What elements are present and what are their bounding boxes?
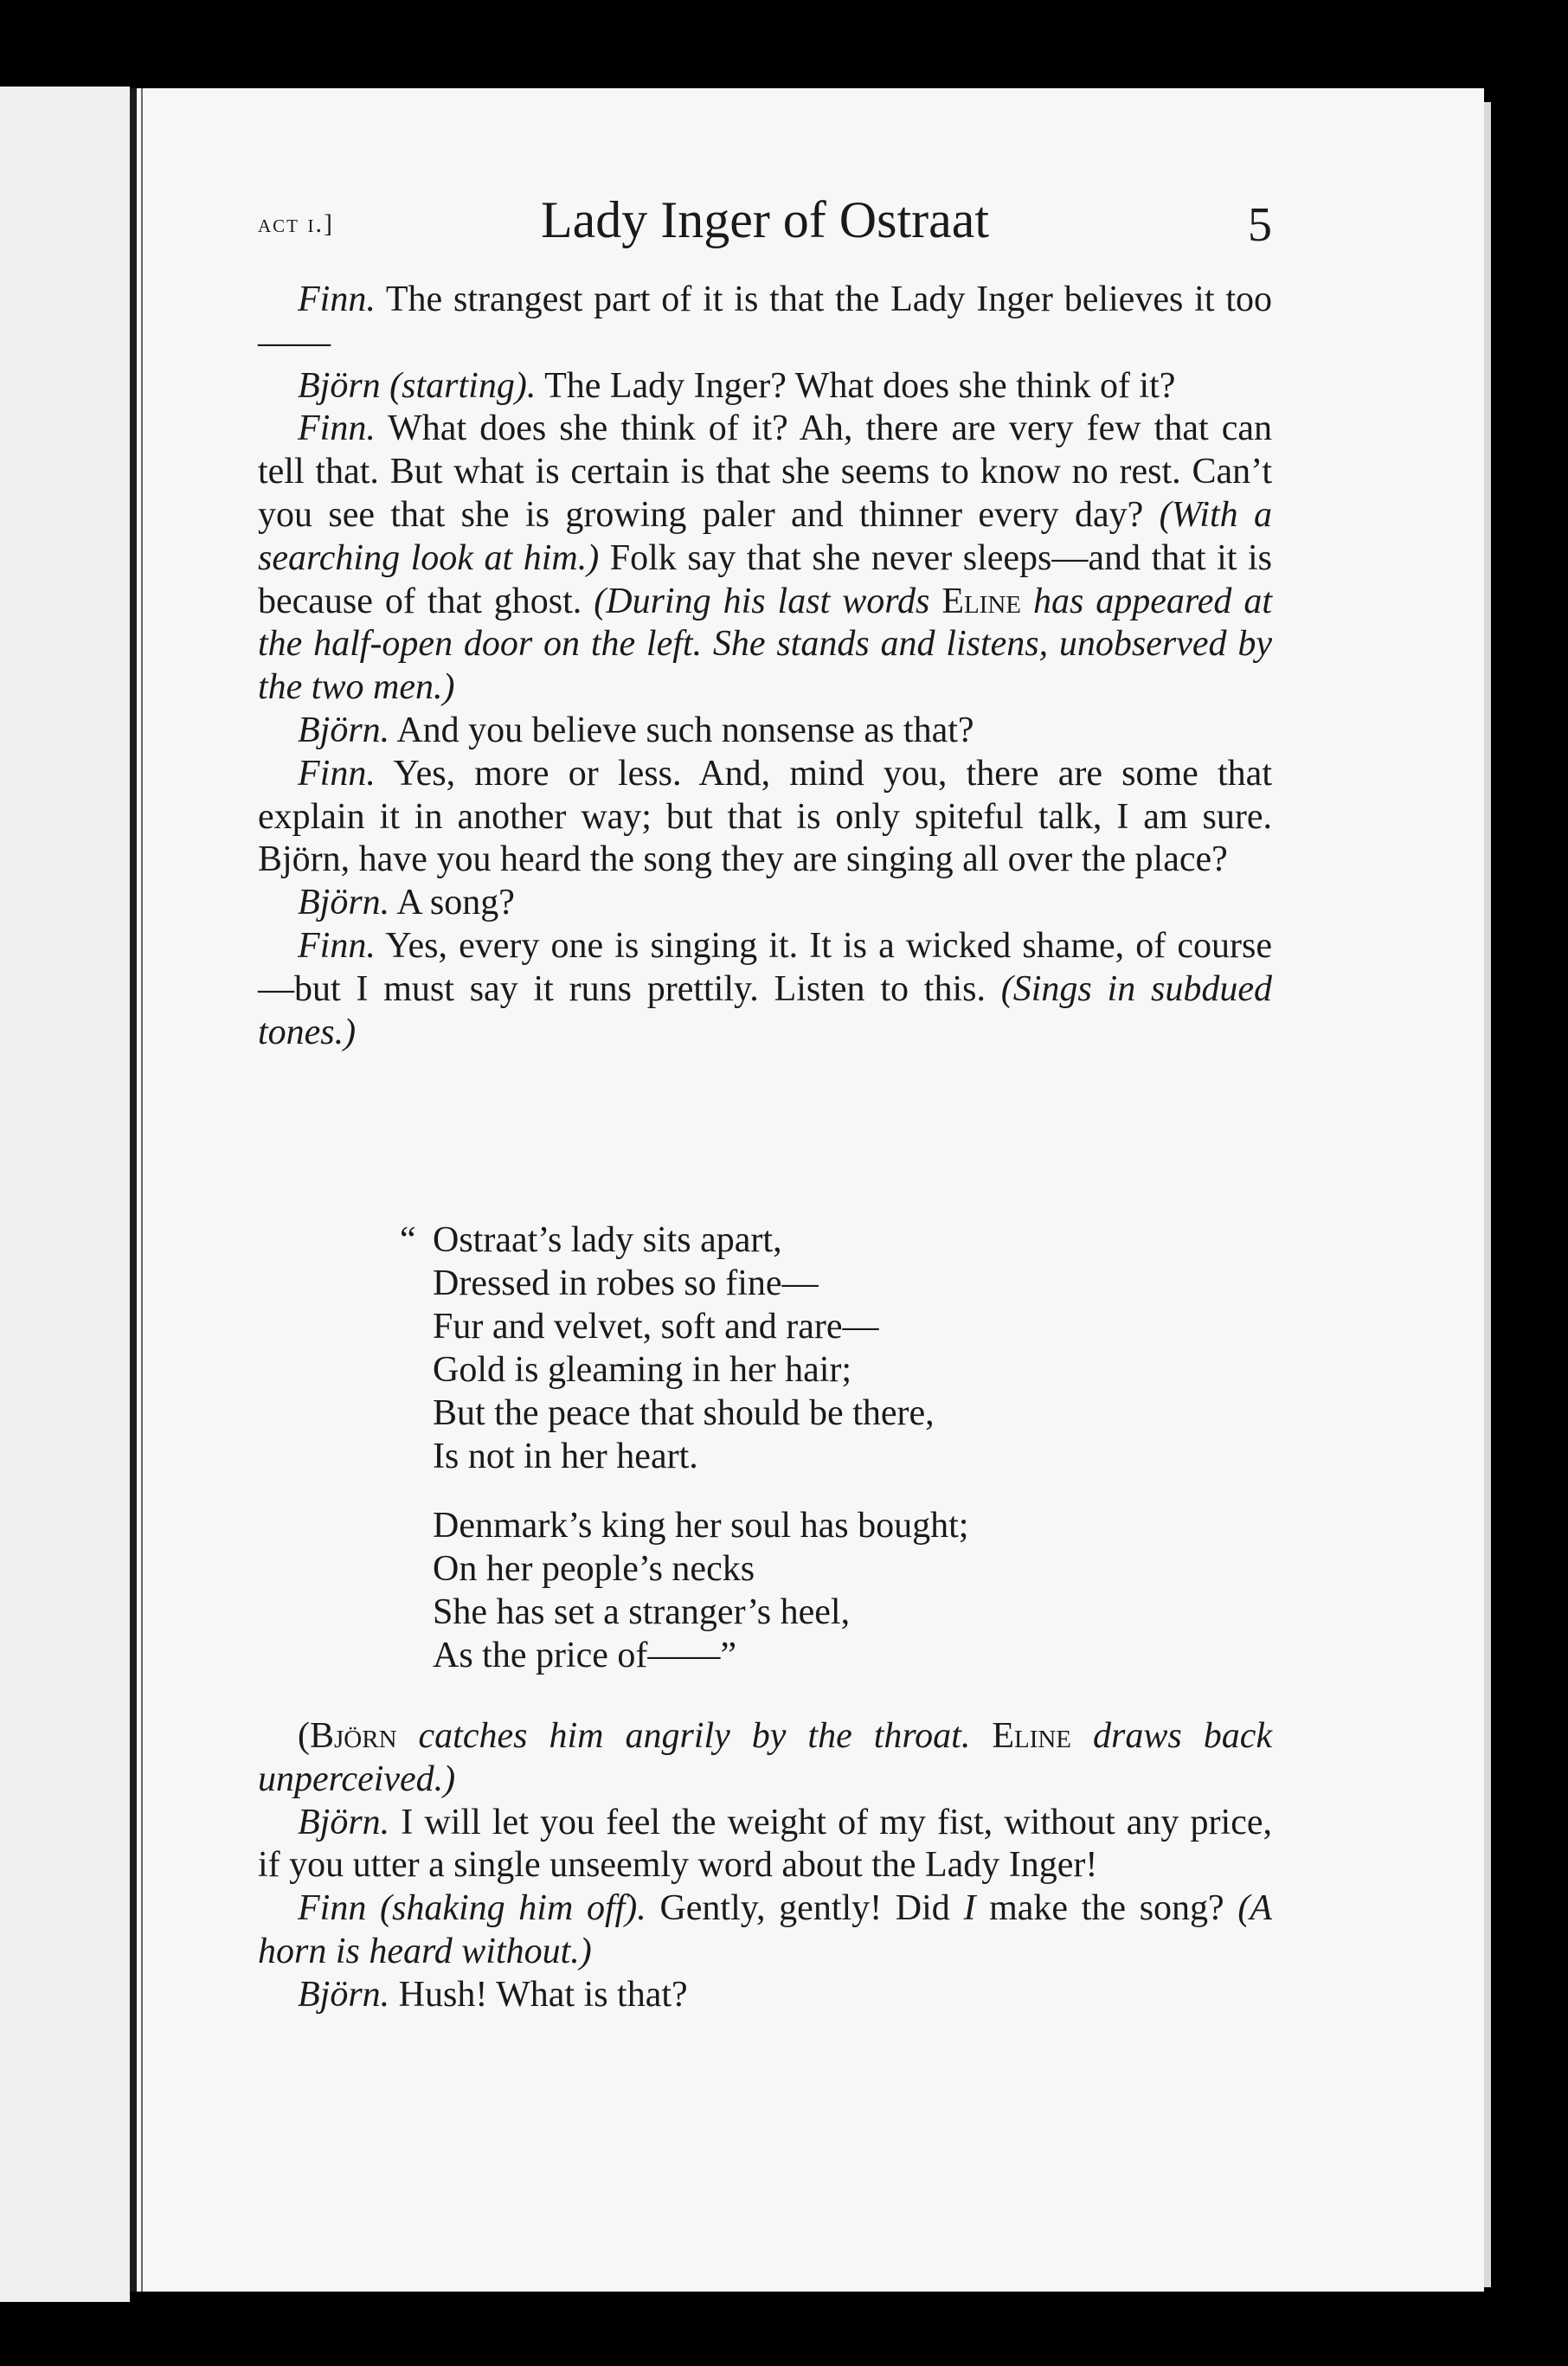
paragraph (258, 1715, 1272, 1802)
stage-direction: (shaking him off). (366, 1888, 646, 1929)
dialogue-block-2 (258, 1715, 1272, 2017)
page-gutter (130, 88, 137, 2292)
stage-direction: (A horn is heard without.) (258, 1888, 1273, 1971)
stage-direction: ( (298, 1716, 310, 1756)
verse-line: On her people’s necks (433, 1549, 755, 1589)
speaker: Björn. (298, 883, 390, 923)
paragraph (258, 408, 1272, 710)
paragraph (258, 882, 1272, 925)
speech: Yes, more or less. And, mind you, there are some that explain it in another way; but that is only spiteful talk, I am sure. Björn, have you heard the song they are singing all over the place? (258, 753, 1272, 880)
speaker: Finn. (298, 925, 376, 966)
running-header (258, 190, 1272, 260)
adjacent-page-edge (0, 87, 130, 2302)
speech: I will let you feel the weight of my fist, without any price, if you utter a single unseemly word about the Lady Inger! (258, 1802, 1272, 1886)
song-stanza-2 (433, 1504, 1211, 1677)
verse-line: She has set a stranger’s heel, (433, 1592, 851, 1632)
verse-line: Fur and velvet, soft and rare— (433, 1307, 879, 1347)
paragraph (258, 1802, 1272, 1888)
stage-direction: has appeared at the half-open door on the left. She stands and listens, unobserved by the two men.) (258, 581, 1272, 708)
verse-line: Is not in her heart. (433, 1437, 698, 1476)
act-label: act i.] (258, 209, 334, 238)
stage-direction: (starting). (380, 365, 537, 406)
paragraph (258, 279, 1272, 365)
page-edge (1484, 102, 1491, 2287)
speaker: Finn (298, 1888, 367, 1929)
character-name: Eline (992, 1716, 1072, 1756)
speaker: Finn. (298, 280, 376, 319)
paragraph (258, 753, 1272, 882)
speaker: Björn. (298, 1974, 390, 2015)
speech: Gently, gently! Did (646, 1888, 964, 1929)
verse-line: Ostraat’s lady sits apart, (433, 1220, 782, 1260)
page-title: Lady Inger of Ostraat (540, 191, 990, 248)
speech: And you believe such nonsense as that? (389, 710, 974, 750)
speaker: Björn. (298, 1802, 390, 1842)
emphasis: I (963, 1888, 976, 1929)
verse-line: Denmark’s king her soul has bought; (433, 1506, 969, 1546)
paragraph (258, 365, 1272, 408)
speech: Hush! What is that? (389, 1974, 688, 2015)
stage-direction: (Sings in subdued tones.) (258, 968, 1272, 1052)
speech: Yes, every one is singing it. It is a wicked shame, of course—but I must say it runs prettily. Listen to this. (258, 925, 1272, 1009)
stage-direction: (During his last words (594, 581, 942, 621)
speaker: Finn. (298, 753, 376, 794)
speech: Folk say that she never sleeps—and that it is because of that ghost. (258, 537, 1272, 621)
song-stanza-1 (400, 1218, 1211, 1478)
verse-line: Dressed in robes so fine— (433, 1263, 819, 1303)
speech: The Lady Inger? What does she think of it? (536, 365, 1176, 406)
speech: The strangest part of it is that the Lady Inger believes it too—— (258, 280, 1272, 363)
verse-line: Gold is gleaming in her hair; (433, 1350, 852, 1390)
page-gutter-line (141, 88, 143, 2292)
paragraph (258, 925, 1272, 1054)
dialogue-block (258, 279, 1272, 1054)
open-quote: “ (400, 1220, 416, 1260)
page-number: 5 (1248, 198, 1272, 252)
character-name: Björn (310, 1716, 397, 1756)
stage-direction: (With a searching look at him.) (258, 494, 1272, 578)
speaker: Finn. (298, 408, 376, 449)
verse-line: But the peace that should be there, (433, 1393, 935, 1433)
character-name: Eline (941, 581, 1021, 621)
speech: A song? (389, 883, 515, 923)
stage-direction: catches him angrily by the throat. (396, 1716, 993, 1756)
speaker: Björn. (298, 710, 390, 750)
paragraph (258, 710, 1272, 753)
speaker: Björn (298, 365, 381, 406)
speech: What does she think of it? Ah, there are very few that can tell that. But what is certain is that she seems to know no rest. Can’t you see that she is growing paler and thinner every day? (258, 408, 1272, 535)
paragraph (258, 1887, 1272, 1974)
paragraph (258, 1974, 1272, 2017)
speech: make the song? (975, 1888, 1238, 1929)
stage-direction: draws back unperceived.) (258, 1716, 1272, 1799)
verse-line: As the price of——” (433, 1636, 737, 1675)
